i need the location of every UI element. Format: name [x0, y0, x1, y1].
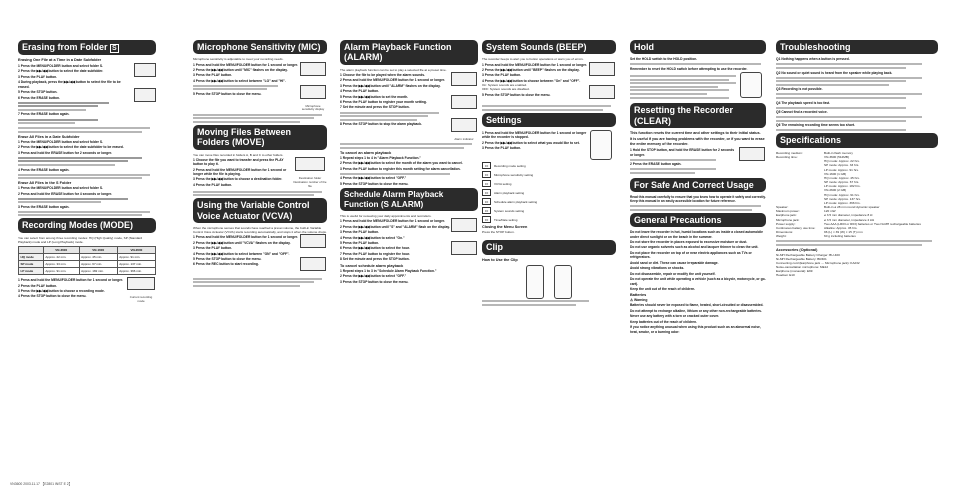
alarm-intro: The alarm playback function can be set to play a selected file at a preset time. [340, 67, 447, 72]
alarm-setting-icon: ▭ [482, 189, 491, 196]
move-lcd-figure [295, 157, 325, 171]
erase-one-step-6: 6 Press the ERASE button. [18, 95, 60, 100]
mic-setting-icon: ▭ [482, 171, 491, 178]
spec-value: ø 3.5 mm diameter, impedance 2 kΩ [824, 217, 874, 222]
move-intro: You can move files recorded in folders A, B and C to other folders. [193, 152, 284, 157]
general-item: Do not store the recorder in places exposed to excessive moisture or dust. [630, 240, 748, 245]
move-step-1: 1 Choose the file you want to transfer and press the PLAY button to play it. [193, 157, 284, 167]
schedule-step-1: 1 Press and hold the MENU/FOLDER button for 1 second or longer. [340, 219, 445, 224]
spec-key: Maximum power: [776, 209, 800, 214]
vcva-lcd-figure [300, 257, 326, 271]
mic-step-2: 2 Press the ▶▶/◀◀ button until "MIC" flashes on the display. [193, 67, 288, 72]
beep-lcd-figure [589, 85, 615, 99]
alarm-cancel-step-2: 2 Press the ▶▶/◀◀ button to select the month of the alarm you want to cancel. [340, 161, 463, 166]
spec-value: VN-1600 (1 GB) [824, 171, 847, 176]
schedule-cancel-subtitle: To cancel schedule alarm playback [340, 263, 404, 268]
erase-all-s-step-1: 1 Press the MENU/FOLDER button and select folder S. [18, 186, 103, 191]
settings-header: Settings [482, 113, 616, 127]
beep-step-1: 1 Press and hold the MENU/FOLDER button for 1 second or longer. [482, 62, 587, 67]
faq-item: Q3 Recording is not possible. [776, 87, 823, 92]
move-fig-caption-1: Destination folder [298, 175, 322, 180]
spec-value: SP mode: Approx. 33 hrs. [824, 163, 860, 168]
column-5 [630, 38, 766, 470]
settings-step-3: 3 Press the PLAY button. [482, 146, 522, 151]
table-cell: Approx. 22 min. [43, 254, 79, 261]
vcva-step-3: 3 Press the PLAY button. [193, 246, 233, 251]
erase-all-date-step-3: 3 Press and hold the ERASE button for 2 seconds or longer. [18, 150, 112, 155]
mode-setting-icon: ▭ [482, 162, 491, 169]
erase-one-step-5: 5 Press the STOP button. [18, 90, 58, 95]
table-cell: Approx. 182 min. [79, 268, 117, 275]
vcva-lcd-figure [300, 234, 326, 248]
table-cell: Approx. 67 min. [79, 261, 117, 268]
accessory-item: Connecting cord (Earphone jack ↔ Microphone jack): KA232 [776, 260, 860, 265]
schedule-step-3: 3 Press the PLAY button. [340, 230, 380, 235]
recording-modes-header: Recording Modes (MODE) [18, 218, 156, 232]
mic-intro: Microphone sensitivity is adjustable to meet your recording needs. [193, 57, 284, 62]
alarm-step-6: 6 Press the PLAY button to register your month setting. [340, 100, 427, 105]
settings-item [482, 171, 616, 178]
accessory-item: Headset: E10 [776, 273, 795, 278]
alarm-cancel-step-4: 4 Press the ▶▶/◀◀ button to select "OFF." [340, 176, 407, 181]
table-row [19, 254, 156, 261]
reset-step-2: 2 Press the ERASE button again. [630, 162, 682, 167]
battery-item: Never use any battery with a torn or cracked outer cover. [630, 314, 720, 319]
vcva-intro: When the microphone senses that sounds have reached a preset volume, the built-in Variable Control Voice Actuator (VCVA) starts recording automatically, and stops it when the volume drops. [193, 225, 327, 235]
battery-item: Do not attempt to recharge alkaline, lithium or any other non-rechargeable batteries. [630, 308, 762, 313]
specifications-header: Specifications [776, 133, 938, 147]
mode-intro: You can select from among three recording modes: HQ (High Quality) mode, SP (Standard Playback) mode and LP (Long Playback) mode. [18, 235, 143, 244]
alarm-lcd-figure [451, 95, 477, 109]
beep-option-on: On: System sounds are enabled. [482, 83, 528, 88]
general-item: Do not disassemble, repair or modify the unit yourself. [630, 271, 716, 276]
table-cell: Approx. 91 min. [117, 254, 155, 261]
alarm-step-2: 2 Press and hold the MENU/FOLDER button for 1 second or longer. [340, 78, 445, 83]
erase-one-step-3: 3 Press the PLAY button. [18, 74, 58, 79]
recording-mode-table [18, 246, 156, 275]
settings-item-label: VCVA setting [494, 181, 512, 186]
table-cell: Approx. 137 min. [117, 261, 155, 268]
hold-header: Hold [630, 40, 766, 54]
spec-list [776, 151, 938, 239]
spec-value: SP mode: Approx. 67 hrs. [824, 180, 860, 185]
page-footer: VN3600 2003.11.17 【E2801 INST E 2】 [10, 482, 73, 486]
schedule-cancel-step-1: 1 Repeat steps 1 to 3 in "Schedule Alarm Playback Function." [340, 268, 437, 273]
schedule-intro: This is useful for reviewing your daily appointments and reminders. [340, 214, 432, 219]
spec-value: Built-in flash memory [824, 150, 853, 155]
table-cell: LP mode [19, 268, 44, 275]
mode-step-2: 2 Press the PLAY button. [18, 283, 58, 288]
schedule-step-5: 5 Press the PLAY button. [340, 240, 380, 245]
erase-all-s-step-3: 3 Press the ERASE button again. [18, 204, 70, 209]
spec-value: HQ mode: Approx. 45 hrs. [824, 175, 860, 180]
alarm-step-8: 8 Press the STOP button to stop the alarm playback. [340, 122, 422, 127]
settings-item-label: Microphone sensitivity setting [494, 172, 534, 177]
spec-key: Earphone jack: [776, 213, 797, 218]
spec-value: Built-in ø 28 mm round dynamic speaker [824, 205, 880, 210]
settings-item-label: Schedule alarm playback setting [494, 199, 538, 204]
alarm-lcd-figure [451, 118, 477, 132]
settings-close-subtitle: Closing the Menu Screen [482, 225, 528, 230]
settings-step-2: 2 Press the ▶▶/◀◀ button to select what you would like to set. [482, 140, 580, 145]
battery-item: If you notice anything unusual when using this product such as an abnormal noise, heat, smoke, or a burning odor: [630, 325, 761, 334]
column-6 [776, 38, 938, 470]
warning-text: Warning [634, 298, 648, 303]
settings-close-text: Press the STOP button. [482, 230, 515, 235]
vcva-step-1: 1 Press and hold the MENU/FOLDER button for 1 second or longer. [193, 235, 298, 240]
spec-value: VN-2600 (2 GB) [824, 188, 847, 193]
beep-step-2: 2 Press the ▶▶/◀◀ button until "BEEP" flashes on the display. [482, 67, 580, 72]
mic-step-3: 3 Press the PLAY button. [193, 73, 233, 78]
general-item: Do not operate the unit while operating a vehicle (such as a bicycle, motorcycle, or go-cart). [630, 277, 766, 286]
hold-remember: Remember to reset the HOLD switch before attempting to use the recorder. [630, 66, 748, 71]
reset-lead: This function resets the current time and other settings to their initial status. [630, 130, 761, 135]
settings-item-label: Recording mode setting [494, 163, 526, 168]
schedule-step-7: 7 Press the PLAY button to register the hour. [340, 251, 410, 256]
lcd-figure [134, 88, 156, 102]
accessory-item: Noise-cancellation microphone: ME12 [776, 265, 829, 270]
reset-lcd-figure [739, 147, 765, 161]
faq-item: Q2 No sound or quiet sound is heard from the speaker while playing back. [776, 70, 893, 75]
spec-value: LP mode: Approx. 366 hrs. [824, 200, 861, 205]
schedule-step-2: 2 Press the ▶▶/◀◀ button until "S" and "ALARM" flash on the display. [340, 224, 450, 229]
spec-value: VN-3600 (512MB) [824, 154, 849, 159]
reset-header: Resetting the Recorder (CLEAR) [630, 103, 766, 128]
column-4 [482, 38, 616, 470]
mode-step-1: 1 Press and hold the MENU/FOLDER button for 1 second or longer. [18, 278, 123, 283]
battery-item: Batteries should never be exposed to flame, heated, short-circuited or disassembled. [630, 303, 764, 308]
table-cell: Approx. 91 min. [43, 268, 79, 275]
column-1 [18, 38, 156, 470]
column-2 [193, 38, 327, 470]
erase-all-date-step-4: 4 Press the ERASE button again. [18, 167, 70, 172]
mic-lcd-figure [300, 62, 326, 76]
table-row [19, 261, 156, 268]
mode-step-3: 3 Press the ▶▶/◀◀ button to choose a recording mode. [18, 289, 105, 294]
erase-one-step-7: 7 Press the ERASE button again. [18, 112, 70, 117]
spec-value: Two AAA (LR03 or R03) batteries or Two Ni-MH rechargeable batteries [824, 221, 921, 226]
hold-illustration [740, 72, 762, 98]
move-step-4: 4 Press the PLAY button. [193, 182, 233, 187]
table-cell: HQ mode [19, 254, 44, 261]
spec-value: Alkaline: Approx. 45 hrs. [824, 225, 858, 230]
alarm-step-3: 3 Press the ▶▶/◀◀ button until "ALARM" flashes on the display. [340, 83, 441, 88]
move-step-2: 2 Press and hold the MENU/FOLDER button for 1 second or longer while the file is playing. [193, 167, 287, 176]
table-cell: Approx. 33 min. [43, 261, 79, 268]
mic-step-1: 1 Press and hold the MENU/FOLDER button for 1 second or longer. [193, 62, 298, 67]
vcva-setting-icon: ▭ [482, 180, 491, 187]
faq-item: Q6 The remaining recording time seems too short. [776, 123, 855, 128]
erase-all-date-step-1: 1 Press the MENU/FOLDER button and select folder S. [18, 139, 103, 144]
spec-key: Dimensions: [776, 230, 794, 235]
erase-all-s-subtitle: Erase All Files in the S Folder [18, 181, 72, 186]
spec-key: Microphone jack: [776, 217, 800, 222]
erase-one-subtitle: Erasing One File at a Time in a Date Subfolder [18, 58, 102, 63]
erase-one-step-4: 4 During playback, press the ▶▶/◀◀ button to select the file to be erased. [18, 80, 121, 89]
safe-usage-lead: Read this manual carefully to ensure that you know how to operate it safely and correctly. Keep this manual in an easily accessible location for future reference. [630, 195, 766, 204]
erase-folder-header: Erasing from Folder S [18, 40, 156, 55]
clip-header: Clip [482, 240, 616, 254]
settings-item [482, 180, 616, 187]
vcva-step-5: 5 Press the STOP button to close the menu. [193, 256, 262, 261]
faq-item: Q1 Nothing happens when a button is pressed. [776, 57, 850, 62]
settings-item-label: Alarm playback setting [494, 190, 525, 195]
schedule-cancel-step-2: 2 Press the ▶▶/◀◀ button to select "OFF." [340, 274, 407, 279]
settings-step-1: 1 Press and hold the MENU/FOLDER button for 1 second or longer while the recorder is stopped. [482, 131, 587, 140]
schedule-setting-icon: ▭ [482, 198, 491, 205]
lcd-figure [134, 63, 156, 77]
table-header [19, 247, 44, 254]
accessory-item: Earphone (monaural): E99 [776, 269, 813, 274]
beep-lcd-figure [589, 62, 615, 76]
spec-value: 60 g including batteries [824, 234, 856, 239]
general-item: Do not place the recorder on top of or near electric appliances such as TVs or refrigerators. [630, 250, 752, 260]
spec-value: HQ mode: Approx. 91 hrs. [824, 192, 860, 197]
table-header: VN-3600 [43, 247, 79, 254]
alarm-step-5: 5 Press the ▶▶/◀◀ button to set the month. [340, 94, 409, 99]
table-cell: Approx. 366 min. [117, 268, 155, 275]
accessories-subtitle: Accessories (Optional) [776, 247, 818, 252]
move-fig-caption-2: Destination number of the file [293, 180, 327, 189]
table-header: VN-2600 [117, 247, 155, 254]
vcva-step-2: 2 Press the ▶▶/◀◀ button until "VCVA" flashes on the display. [193, 240, 291, 245]
faq-item: Q5 Cannot find a recorded voice. [776, 110, 828, 115]
folder-s-icon: S [112, 45, 117, 52]
accessory-item: Ni-MH Rechargeable Battery Charger: BU-400 [776, 252, 840, 257]
alarm-step-7: 7 Set the minute and press the STOP button. [340, 105, 410, 110]
move-header: Moving Files Between Folders (MOVE) [193, 125, 327, 150]
hold-text: Set the HOLD switch to the HOLD position. [630, 57, 698, 62]
settings-item [482, 162, 616, 169]
vcva-step-6: 6 Press the REC button to start recording. [193, 262, 259, 267]
spec-row [776, 234, 938, 238]
spec-value: LP mode: Approx. 91 hrs. [824, 167, 859, 172]
beep-step-3: 3 Press the PLAY button. [482, 73, 522, 78]
schedule-lcd-figure [451, 218, 477, 232]
spec-key: Power supply: [776, 221, 796, 226]
accessory-item: Ni-MH Rechargeable Battery: BR401 [776, 256, 827, 261]
spec-key: Speaker: [776, 205, 789, 210]
settings-item [482, 189, 616, 196]
mode-lcd-figure [127, 277, 155, 290]
mic-step-4: 4 Press the ▶▶/◀◀ button to select between "LO" and "HI". [193, 78, 286, 83]
faq-item: Q4 The playback speed is too fast. [776, 100, 831, 105]
alarm-cancel-step-1: 1 Repeat steps 1 to 4 in "Alarm Playback Function." [340, 155, 421, 160]
batteries-subtitle: Batteries [630, 293, 647, 298]
schedule-alarm-header: Schedule Alarm Playback Function (S ALARM) [340, 188, 478, 211]
warning-icon: ⚠ [630, 298, 634, 303]
move-step-3: 3 Press the ▶▶/◀◀ button to choose a destination folder. [193, 177, 283, 182]
clip-subtitle: How to Use the Clip [482, 257, 518, 262]
general-precautions-header: General Precautions [630, 213, 766, 227]
beep-step-4: 4 Press the ▶▶/◀◀ button to choose between "On" and "OFF". [482, 78, 581, 83]
settings-item-label: Time/Date setting [494, 217, 518, 222]
alarm-cancel-step-3: 3 Press the PLAY button to register this month setting for alarm cancellation. [340, 166, 461, 171]
schedule-step-6: 6 Press the ▶▶/◀◀ button to select the hour. [340, 246, 410, 251]
troubleshooting-header: Troubleshooting [776, 40, 938, 54]
warning-label [630, 298, 766, 302]
battery-item: Keep batteries out of the reach of children. [630, 319, 698, 324]
spec-value: 120 mW [824, 209, 836, 214]
time-setting-icon: ▭ [482, 216, 491, 223]
settings-item-label: System sounds setting [494, 208, 525, 213]
alarm-lcd-figure [451, 72, 477, 86]
beep-intro: The recorder beeps to alert you to button operations or warn you of errors. [482, 57, 584, 62]
spec-value: LP mode: Approx. 182 hrs. [824, 184, 861, 189]
reset-step-1: 1 Hold the STOP button, and hold the ERASE button for 2 seconds or longer. [630, 148, 735, 157]
spec-value: HQ mode: Approx. 22 hrs. [824, 159, 860, 164]
erase-all-date-subtitle: Erase All Files in a Date Subfolder [18, 134, 80, 139]
beep-step-5: 5 Press the STOP button to close the menu. [482, 92, 551, 97]
spec-value: ø 3.5 mm diameter, impedance 8 Ω [824, 213, 873, 218]
general-item: Avoid strong vibrations or shocks. [630, 266, 685, 271]
schedule-step-4: 4 Press the ▶▶/◀◀ button to select "On." [340, 235, 405, 240]
reset-lead-2: It is useful if you are having problems with the recorder, or if you want to erase the entire memory of the recorder. [630, 136, 765, 146]
spec-key: Recording medium: [776, 150, 803, 155]
settings-item [482, 216, 616, 223]
general-item: Keep the unit out of the reach of children. [630, 286, 696, 291]
vcva-header: Using the Variable Control Voice Actuator (VCVA) [193, 198, 327, 223]
alarm-cancel-step-5: 5 Press the STOP button to close the menu. [340, 181, 409, 186]
erase-one-step-1: 1 Press the MENU/FOLDER button and select folder S. [18, 64, 103, 69]
settings-item [482, 207, 616, 214]
beep-header: System Sounds (BEEP) [482, 40, 616, 54]
spec-value: SP mode: Approx. 137 hrs. [824, 196, 861, 201]
table-header: VN-1600 [79, 247, 117, 254]
schedule-lcd-figure [451, 241, 477, 255]
general-item: Do not leave the recorder in hot, humid locations such as inside a closed automobile under direct sunlight or on the beach in the summer. [630, 230, 764, 239]
vcva-step-4: 4 Press the ▶▶/◀◀ button to select between "ON" and "OFF". [193, 251, 290, 256]
mode-step-4: 4 Press the STOP button to close the menu. [18, 294, 87, 299]
table-cell: SP mode [19, 261, 44, 268]
recorder-illustration [590, 130, 612, 160]
safe-usage-header: For Safe And Correct Usage [630, 178, 766, 192]
alarm-fig-caption: Alarm indicator [454, 136, 474, 141]
spec-key: Weight: [776, 234, 787, 239]
mic-header: Microphone Sensitivity (MIC) [193, 40, 327, 54]
beep-option-off: OFF: System sounds are disabled. [482, 87, 530, 92]
erase-one-step-2: 2 Press the ▶▶/◀◀ button to select the date subfolder. [18, 69, 104, 74]
column-3 [340, 38, 478, 470]
erase-all-date-step-2: 2 Press the ▶▶/◀◀ button to select the date subfolder to be erased. [18, 145, 124, 150]
spec-key: Continuous battery use time: [776, 225, 816, 230]
spec-key: Recording time: [776, 154, 798, 159]
alarm-header: Alarm Playback Function (ALARM) [340, 40, 478, 65]
schedule-step-8: 8 Set the minute and press the STOP button. [340, 257, 410, 262]
schedule-cancel-step-3: 3 Press the STOP button to close the menu. [340, 279, 409, 284]
spec-value: 96 (L) × 39 (W) × 15 (T) mm [824, 230, 863, 235]
alarm-cancel-subtitle: To cancel an alarm playback [340, 150, 392, 155]
general-item: Do not use organic solvents such as alcohol and lacquer thinner to clean the unit. [630, 245, 759, 250]
clip-illustration [554, 265, 572, 299]
general-item: Avoid sand or dirt. These can cause irreparable damage. [630, 260, 719, 265]
table-cell: Approx. 45 min. [79, 254, 117, 261]
mode-fig-caption: Current recording mode [129, 295, 153, 303]
clip-illustration [526, 265, 544, 299]
alarm-step-1: 1 Choose the file to be played when the alarm sounds. [340, 72, 426, 77]
settings-item [482, 198, 616, 205]
mic-fig-caption: Microphone sensitivity display [301, 103, 325, 112]
erase-all-s-step-2: 2 Press and hold the ERASE button for 4 seconds or longer. [18, 191, 112, 196]
mic-step-5: 5 Press the STOP button to close the menu. [193, 92, 262, 97]
alarm-step-4: 4 Press the PLAY button. [340, 89, 380, 94]
mic-lcd-figure [300, 85, 326, 99]
beep-setting-icon: ▭ [482, 207, 491, 214]
table-row [19, 268, 156, 275]
